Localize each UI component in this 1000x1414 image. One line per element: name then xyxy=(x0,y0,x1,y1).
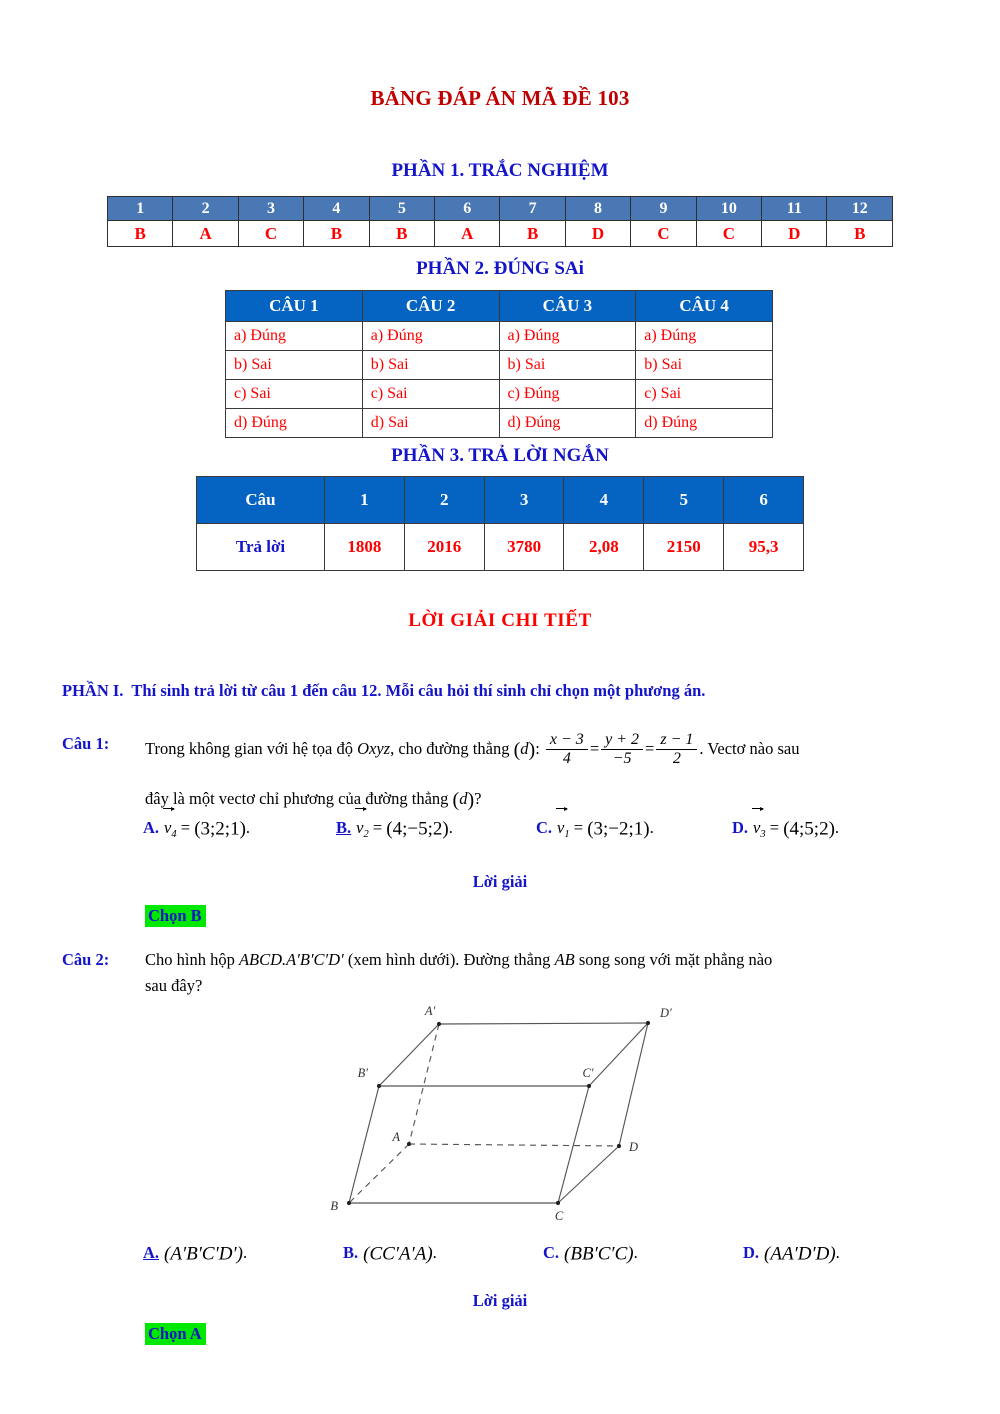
q2-loigiai-label: Lời giải xyxy=(472,1291,528,1310)
part1-answer-table xyxy=(107,196,893,247)
part3-col-header: 3 xyxy=(484,477,564,524)
part3-row-header-label: Câu xyxy=(197,477,325,524)
part1-instruction-head: PHẦN I. xyxy=(62,681,124,700)
table-row-part2-header xyxy=(226,291,773,322)
part1-answer: B xyxy=(827,221,893,247)
q2-text-part1: Cho hình hộp xyxy=(145,950,235,969)
part1-qnum: 5 xyxy=(369,197,434,221)
option-d-vector xyxy=(753,818,760,838)
part3-answer: 1808 xyxy=(325,524,405,571)
q1-frac3-den: 2 xyxy=(656,749,697,768)
option-b-period: . xyxy=(448,818,453,837)
part3-col-header: 1 xyxy=(325,477,405,524)
vector-arrow-icon xyxy=(355,808,366,809)
q2-text-part3: song song với mặt phẳng nào xyxy=(578,950,773,969)
part3-answer: 2150 xyxy=(644,524,724,571)
part2-col-header: CÂU 1 xyxy=(226,291,363,322)
part3-col-header: 4 xyxy=(564,477,644,524)
option-a-vector-letter: v xyxy=(164,818,172,837)
q1-frac1-num: x − 3 xyxy=(549,731,584,748)
option-d-label: D. xyxy=(743,1243,760,1262)
part2-cell: c) Sai xyxy=(636,380,773,409)
edge-A-B-hidden xyxy=(349,1144,409,1203)
question-1-text: Trong không gian với hệ tọa độ Oxyz, cho đường thẳng (d): $\frac{x - 3}{4}$ = $\frac{y + 2}{-5}$ = $\frac{z - 1}{2}$ . Vectơ nào sau đây là một vectơ chỉ phương của đường thẳng (d)? xyxy=(145,731,950,816)
part1-answer: D xyxy=(762,221,827,247)
part1-answer: A xyxy=(435,221,500,247)
part2-answer-table xyxy=(225,290,773,438)
part2-cell: c) Sai xyxy=(226,380,363,409)
part2-cell: d) Sai xyxy=(362,409,499,438)
q1-line-paren-close: ) xyxy=(528,739,536,762)
vertex-label-C: C xyxy=(554,1209,564,1223)
option-c-vector-letter: v xyxy=(557,818,565,837)
part3-answer: 95,3 xyxy=(724,524,804,571)
option-b[interactable] xyxy=(343,1243,437,1266)
part3-answer: 3780 xyxy=(484,524,564,571)
option-a-period: . xyxy=(245,818,251,837)
part2-cell: b) Sai xyxy=(499,351,636,380)
q1-loigiai-label: Lời giải xyxy=(472,872,528,891)
part2-cell: a) Đúng xyxy=(362,322,499,351)
option-b[interactable]: B. $v_2$ = (4;−5;2). xyxy=(336,818,453,841)
part3-row-label: Trả lời xyxy=(197,524,325,571)
q1-line2-paren-close: ) xyxy=(467,788,475,811)
part1-instruction-text: Thí sinh trả lời từ câu 1 đến câu 12. Mỗi câu hỏi thí sinh chỉ chọn một phương án. xyxy=(131,681,706,700)
q1-fraction-2 xyxy=(601,731,643,768)
part1-answer: D xyxy=(565,221,630,247)
option-d-period: . xyxy=(835,1243,840,1262)
option-a-period: . xyxy=(242,1243,248,1262)
q1-text-part3: . Vectơ nào sau xyxy=(699,739,800,759)
part3-heading: PHẦN 3. TRẢ LỜI NGẮN xyxy=(391,445,609,466)
edge-Cprime-C xyxy=(558,1086,589,1203)
option-c-period: . xyxy=(649,818,654,837)
vertex-dots xyxy=(347,1021,650,1205)
part1-qnum: 6 xyxy=(435,197,500,221)
vector-arrow-icon xyxy=(163,808,174,809)
vertex-label-Dprime: D′ xyxy=(660,1006,672,1020)
part1-qnum: 4 xyxy=(304,197,369,221)
option-b-period: . xyxy=(432,1243,437,1262)
part1-qnum: 2 xyxy=(173,197,238,221)
option-a-label: A. xyxy=(143,818,160,837)
vertex-label-Aprime: A′ xyxy=(424,1004,436,1018)
part1-qnum: 3 xyxy=(238,197,303,221)
table-row xyxy=(226,322,773,351)
part2-cell: a) Đúng xyxy=(636,322,773,351)
part1-qnum: 10 xyxy=(696,197,761,221)
parallelepiped-figure xyxy=(300,995,720,1240)
option-d[interactable]: D. $v_3$ = (4;5;2). xyxy=(732,818,839,841)
part1-answer: B xyxy=(304,221,369,247)
option-c-label: C. xyxy=(543,1243,560,1262)
part1-answer: C xyxy=(696,221,761,247)
q1-frac2-num: y + 2 xyxy=(605,731,640,748)
q2-text-part2: (xem hình dưới). Đường thẳng xyxy=(347,950,551,969)
part2-cell: c) Đúng xyxy=(499,380,636,409)
table-row xyxy=(226,409,773,438)
option-c[interactable] xyxy=(543,1243,638,1266)
option-b-label: B. xyxy=(343,1243,359,1262)
part2-cell: d) Đúng xyxy=(499,409,636,438)
part1-answer: B xyxy=(108,221,173,247)
part3-answer: 2016 xyxy=(404,524,484,571)
part1-heading: PHẦN 1. TRẮC NGHIỆM xyxy=(391,160,609,181)
q1-chosen-answer: Chọn B xyxy=(145,905,206,927)
option-d-subscript: 3 xyxy=(760,829,766,840)
option-a[interactable] xyxy=(143,1243,247,1266)
q1-text-part2: , cho đường thẳng xyxy=(390,739,510,759)
option-b-value: (4;−5;2) xyxy=(386,818,449,840)
option-a[interactable]: A. $v_4$ = (3;2;1). xyxy=(143,818,250,841)
part2-cell: a) Đúng xyxy=(499,322,636,351)
option-b-subscript: 2 xyxy=(363,829,369,840)
part2-cell: c) Sai xyxy=(362,380,499,409)
option-d[interactable] xyxy=(743,1243,840,1266)
edge-Aprime-A-hidden xyxy=(409,1024,439,1144)
part1-instruction xyxy=(62,681,705,701)
q2-solid-name: ABCD.A′B′C′D′ xyxy=(238,950,344,969)
question-2-number: Câu 2: xyxy=(62,950,110,969)
part1-qnum: 8 xyxy=(565,197,630,221)
option-b-vector xyxy=(356,818,363,838)
part3-answer-table xyxy=(196,476,804,571)
part2-cell: b) Sai xyxy=(362,351,499,380)
option-d-label: D. xyxy=(732,818,749,837)
q1-frac2-den: −5 xyxy=(601,749,643,768)
edge-Bprime-Aprime xyxy=(379,1024,439,1086)
edge-Bprime-B xyxy=(349,1086,379,1203)
part1-qnum: 7 xyxy=(500,197,565,221)
edge-Dprime-D xyxy=(619,1023,648,1146)
q2-chosen-answer: Chọn A xyxy=(145,1323,206,1345)
option-d-period: . xyxy=(834,818,840,837)
part2-col-header: CÂU 2 xyxy=(362,291,499,322)
option-c-value: (3;−2;1) xyxy=(587,818,650,840)
vertex-label-D: D xyxy=(629,1140,639,1154)
part2-cell: b) Sai xyxy=(636,351,773,380)
page-title: BẢNG ĐÁP ÁN MÃ ĐỀ 103 xyxy=(370,86,630,110)
option-c-label: C. xyxy=(536,818,553,837)
option-c-vector xyxy=(557,818,564,838)
vector-arrow-icon xyxy=(556,808,567,809)
detail-solution-title: LỜI GIẢI CHI TIẾT xyxy=(408,610,592,631)
q1-text-line2-end: ? xyxy=(474,788,482,808)
q1-fraction-3 xyxy=(656,731,697,768)
option-a-subscript: 4 xyxy=(171,829,177,840)
part1-qnum: 12 xyxy=(827,197,893,221)
option-a-label: A. xyxy=(143,1243,160,1262)
vertex-label-B: B xyxy=(330,1199,338,1213)
option-c[interactable]: C. $v_1$ = (3;−2;1). xyxy=(536,818,654,841)
option-c-value: (BB′C′C) xyxy=(564,1243,634,1265)
q1-frac1-den: 4 xyxy=(546,749,588,768)
q2-segment: AB xyxy=(554,950,575,969)
part3-col-header: 6 xyxy=(724,477,804,524)
part2-heading: PHẦN 2. ĐÚNG SAi xyxy=(416,258,584,279)
table-row xyxy=(226,351,773,380)
q1-line2-name: d xyxy=(459,788,468,808)
option-d-vector-letter: v xyxy=(753,818,761,837)
q1-fraction-1 xyxy=(546,731,588,768)
vertex-label-Bprime: B′ xyxy=(357,1066,368,1080)
q1-line-name: d xyxy=(520,739,529,759)
q2-text-line2: sau đây? xyxy=(145,975,203,995)
option-b-value: (CC′A′A) xyxy=(363,1243,433,1265)
option-b-label: B. xyxy=(336,818,352,837)
vector-arrow-icon xyxy=(752,808,763,809)
option-d-value: (4;5;2) xyxy=(783,818,835,840)
part2-cell: d) Đúng xyxy=(226,409,363,438)
table-row xyxy=(226,380,773,409)
question-1-number: Câu 1: xyxy=(62,734,110,753)
parallelepiped-svg xyxy=(300,995,720,1240)
option-a-value: (A′B′C′D′) xyxy=(164,1243,243,1265)
table-row-part1-answers xyxy=(108,221,893,247)
option-a-value: (3;2;1) xyxy=(194,818,246,840)
question-2-text xyxy=(145,947,950,998)
part2-cell: b) Sai xyxy=(226,351,363,380)
option-c-period: . xyxy=(633,1243,638,1262)
edge-Dprime-Cprime xyxy=(589,1023,648,1086)
table-row-part1-numbers xyxy=(108,197,893,221)
vertex-label-Cprime: C′ xyxy=(582,1066,594,1080)
part2-col-header: CÂU 4 xyxy=(636,291,773,322)
part2-cell: a) Đúng xyxy=(226,322,363,351)
part1-qnum: 1 xyxy=(108,197,173,221)
vertex-label-A: A xyxy=(392,1130,400,1144)
q1-line2-paren-open: ( xyxy=(452,788,460,811)
q1-text-part1: Trong không gian với hệ tọa độ xyxy=(145,739,353,759)
q1-coord-system: Oxyz xyxy=(357,739,391,759)
option-c-subscript: 1 xyxy=(564,829,570,840)
part3-col-header: 5 xyxy=(644,477,724,524)
edge-C-D xyxy=(558,1146,619,1203)
table-row-part3-header xyxy=(197,477,804,524)
part1-qnum: 9 xyxy=(631,197,696,221)
q1-text-line2: đây là một vectơ chỉ phương của đường thẳng xyxy=(145,788,449,808)
q1-frac3-num: z − 1 xyxy=(660,731,694,748)
part2-col-header: CÂU 3 xyxy=(499,291,636,322)
edge-A-D-hidden xyxy=(409,1144,619,1146)
table-row-part3-answers xyxy=(197,524,804,571)
part1-answer: C xyxy=(238,221,303,247)
part3-col-header: 2 xyxy=(404,477,484,524)
edge-Aprime-Dprime xyxy=(439,1023,648,1024)
q1-text-line2-wrap xyxy=(145,785,950,816)
option-b-vector-letter: v xyxy=(356,818,364,837)
part1-answer: A xyxy=(173,221,238,247)
part1-answer: B xyxy=(369,221,434,247)
part3-answer: 2,08 xyxy=(564,524,644,571)
option-d-value: (AA′D′D) xyxy=(764,1243,836,1265)
option-a-vector xyxy=(164,818,171,838)
part1-answer: B xyxy=(500,221,565,247)
part2-cell: d) Đúng xyxy=(636,409,773,438)
q1-line-paren-open: ( xyxy=(513,739,521,762)
part1-answer: C xyxy=(631,221,696,247)
part1-qnum: 11 xyxy=(762,197,827,221)
